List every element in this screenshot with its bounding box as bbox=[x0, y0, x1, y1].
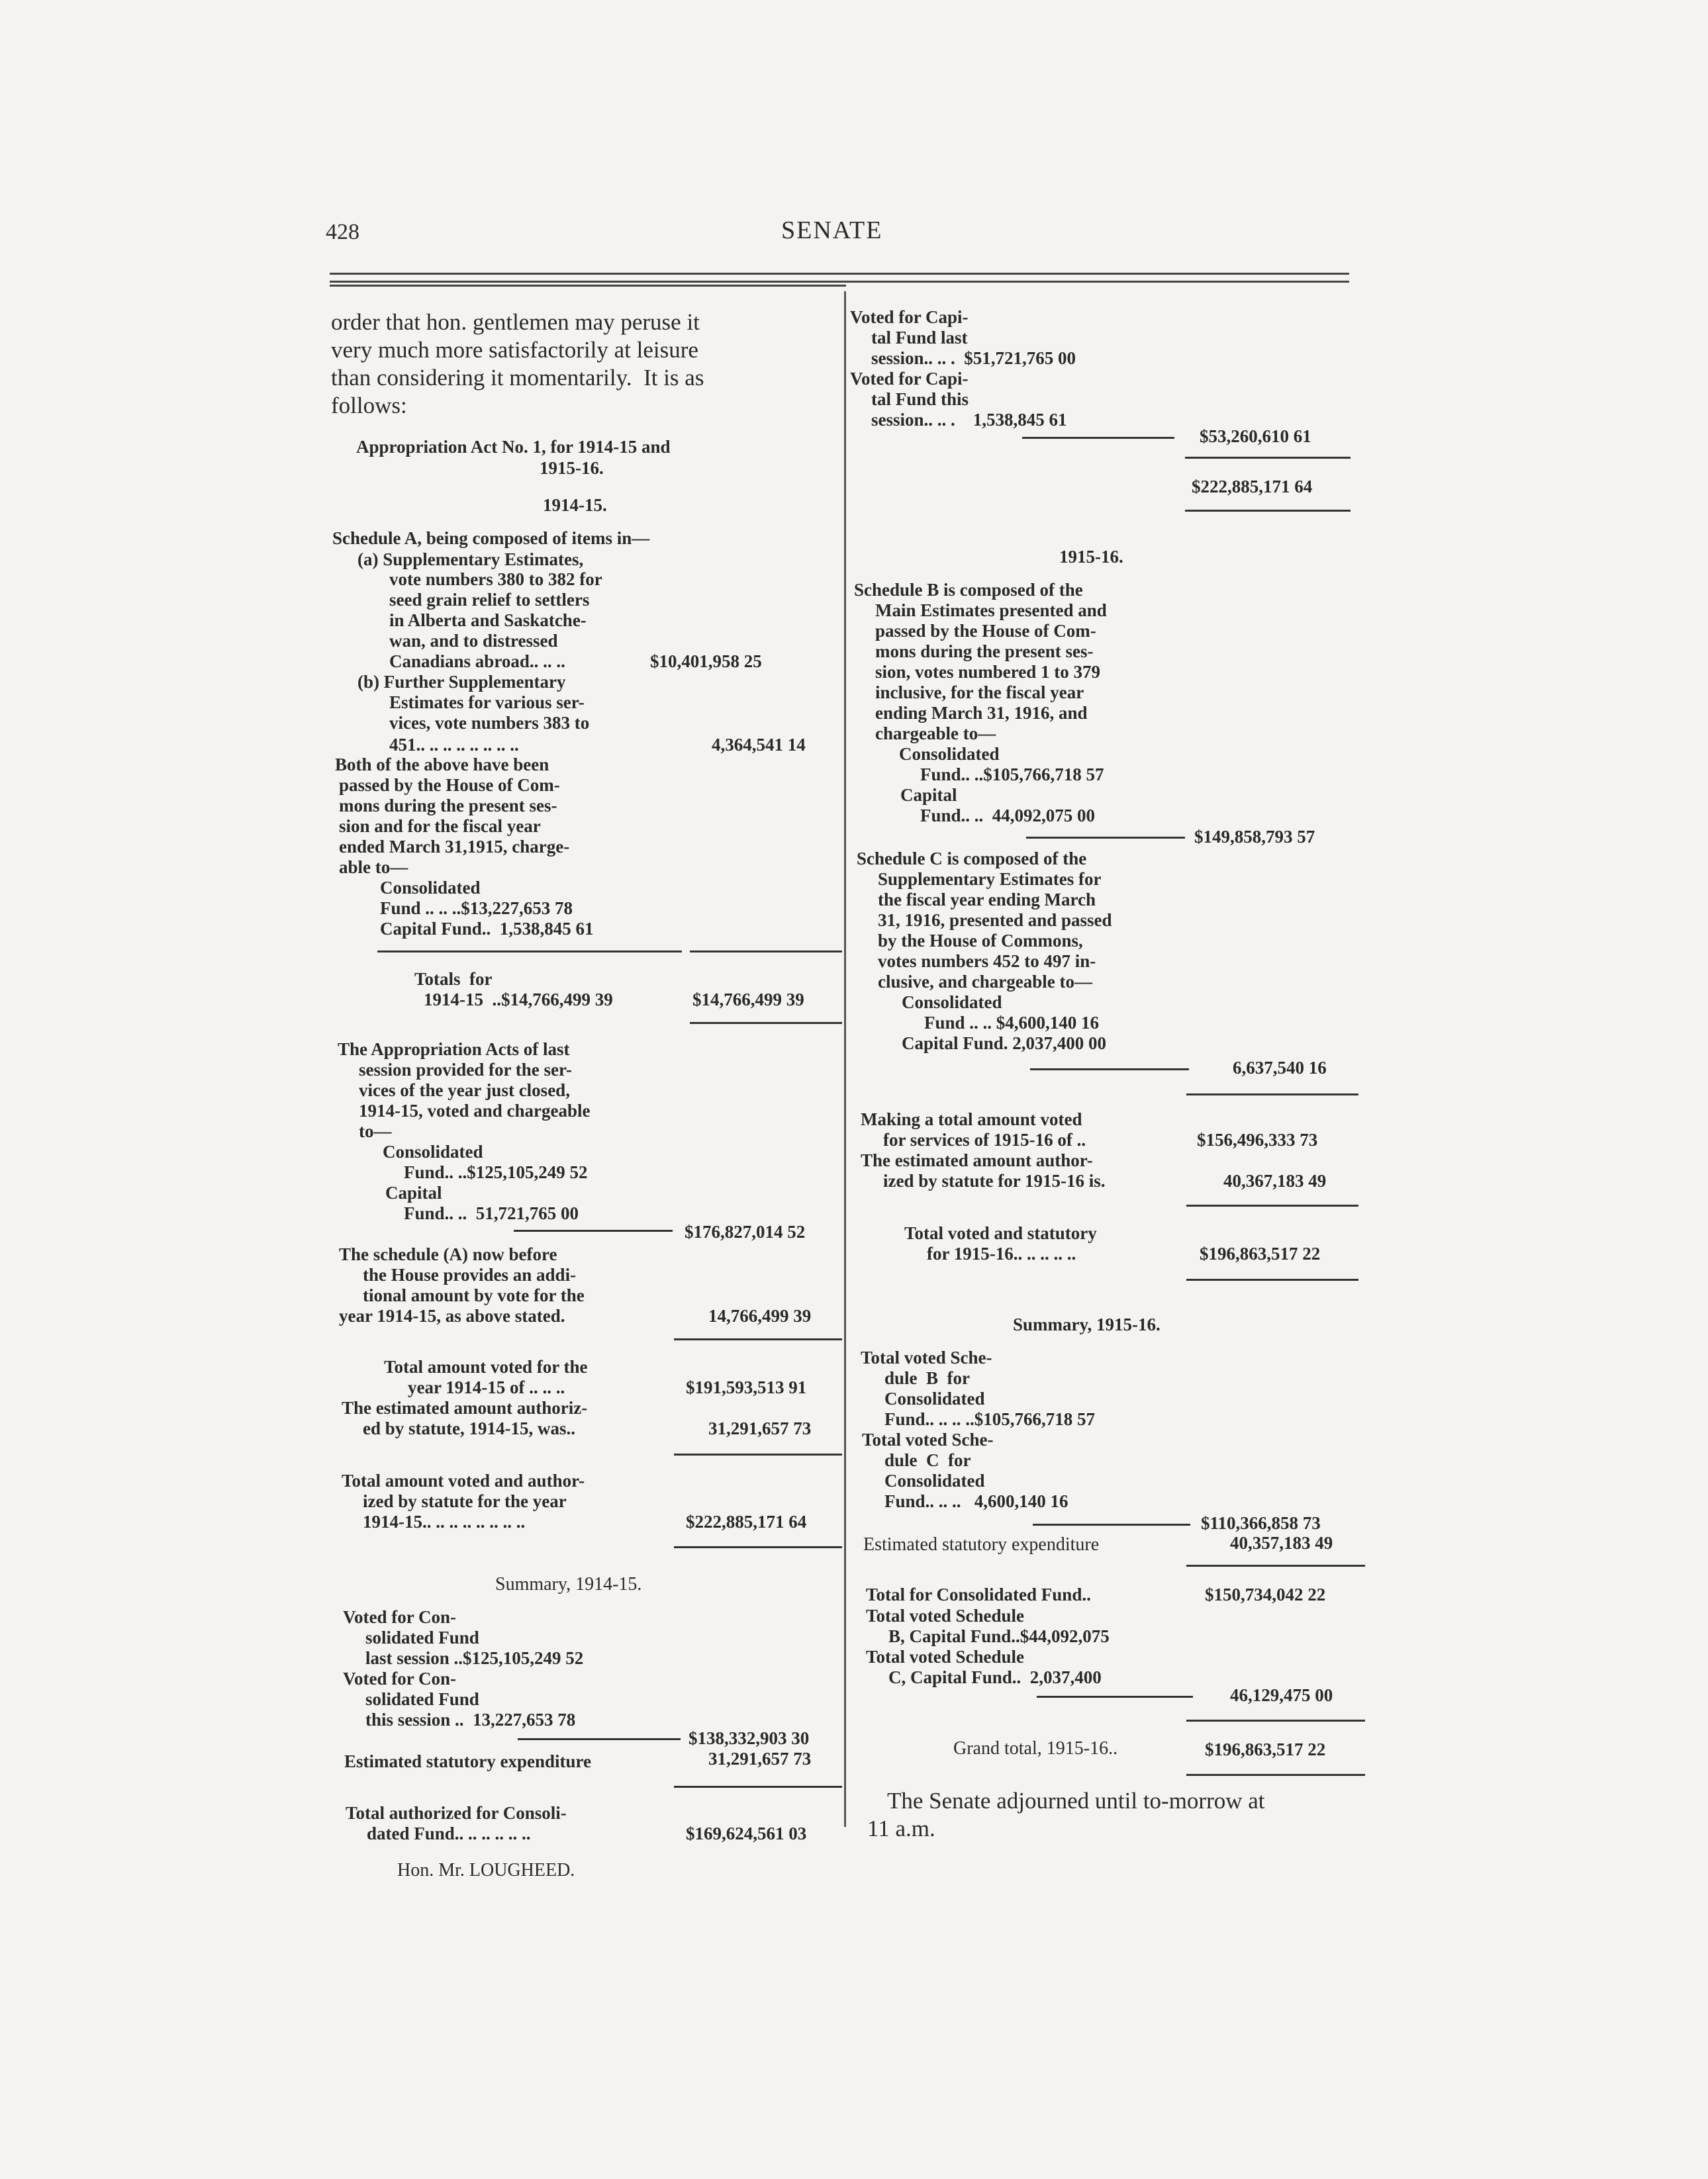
total-vs-line: Total voted and statutory bbox=[904, 1223, 1097, 1243]
schedule-c-line: Capital Fund. 2,037,400 00 bbox=[902, 1033, 1107, 1053]
summary-line: Fund.. .. .. 4,600,140 16 bbox=[884, 1491, 1068, 1511]
amount: $138,332,903 30 bbox=[688, 1728, 810, 1748]
capital-sum-line: Total voted Schedule bbox=[866, 1647, 1025, 1667]
totals-line: Totals for bbox=[414, 969, 493, 989]
approp-line: Consolidated bbox=[383, 1142, 483, 1162]
schedule-line: Fund .. .. ..$13,227,653 78 bbox=[380, 898, 573, 918]
amount: 31,291,657 73 bbox=[708, 1749, 812, 1769]
sum-rule bbox=[1185, 457, 1351, 459]
amount: $176,827,014 52 bbox=[685, 1222, 806, 1242]
approp-line: to— bbox=[359, 1121, 392, 1141]
schedule-b-line: Schedule B is composed of the bbox=[854, 580, 1083, 600]
summary-heading: Summary, 1915-16. bbox=[1013, 1315, 1161, 1334]
schedule-line: seed grain relief to settlers bbox=[389, 590, 590, 610]
summary-line: Voted for Con- bbox=[343, 1607, 457, 1627]
sum-rule bbox=[1186, 1093, 1358, 1095]
sum-rule bbox=[1186, 1720, 1365, 1722]
summary-line: solidated Fund bbox=[365, 1628, 479, 1647]
intro-line: very much more satisfactorily at leisure bbox=[331, 337, 698, 363]
summary-line: solidated Fund bbox=[365, 1689, 479, 1709]
schedule-c-line: Consolidated bbox=[902, 992, 1002, 1012]
summary-line: dule B for bbox=[884, 1368, 971, 1388]
amount: $222,885,171 64 bbox=[686, 1512, 807, 1532]
schedule-c-line: 31, 1916, presented and passed bbox=[878, 910, 1112, 930]
capital-line: tal Fund this bbox=[871, 389, 969, 409]
schedule-c-line: Fund .. .. $4,600,140 16 bbox=[924, 1013, 1100, 1033]
sched-now-line: The schedule (A) now before bbox=[339, 1244, 557, 1264]
summary-line: last session ..$125,105,249 52 bbox=[365, 1648, 584, 1668]
schedule-line: Estimates for various ser- bbox=[389, 692, 585, 712]
sum-rule bbox=[1186, 1205, 1358, 1207]
amount: $53,260,610 61 bbox=[1200, 426, 1311, 446]
schedule-b-line: chargeable to— bbox=[875, 723, 996, 743]
amount: 14,766,499 39 bbox=[708, 1306, 812, 1326]
amount: $196,863,517 22 bbox=[1200, 1244, 1321, 1264]
amount: 46,129,475 00 bbox=[1230, 1685, 1333, 1705]
schedule-c-line: Supplementary Estimates for bbox=[878, 869, 1102, 889]
schedule-line: Capital Fund.. 1,538,845 61 bbox=[380, 919, 594, 939]
amount: $10,401,958 25 bbox=[650, 651, 762, 671]
summary-line: Voted for Con- bbox=[343, 1669, 457, 1689]
sum-rule bbox=[674, 1546, 842, 1548]
sum-rule bbox=[1037, 1696, 1193, 1698]
schedule-line: ended March 31,1915, charge- bbox=[339, 837, 570, 857]
schedule-line: (a) Supplementary Estimates, bbox=[357, 549, 584, 569]
schedule-line: Both of the above have been bbox=[335, 755, 549, 774]
making-line: for services of 1915-16 of .. bbox=[883, 1130, 1086, 1150]
capital-line: tal Fund last bbox=[871, 328, 968, 348]
voted-auth-line: ized by statute for the year bbox=[363, 1491, 567, 1511]
schedule-line: sion and for the fiscal year bbox=[339, 816, 541, 836]
voted-auth-line: Total amount voted and author- bbox=[342, 1471, 585, 1491]
schedule-b-line: inclusive, for the fiscal year bbox=[875, 682, 1084, 702]
section-heading: 1914-15. bbox=[543, 495, 607, 515]
voted-auth-line: 1914-15.. .. .. .. .. .. .. .. bbox=[363, 1512, 526, 1532]
schedule-b-line: Main Estimates presented and bbox=[875, 600, 1107, 620]
making-line: The estimated amount author- bbox=[861, 1150, 1093, 1170]
amount: 40,367,183 49 bbox=[1223, 1171, 1327, 1191]
sum-rule bbox=[1185, 510, 1351, 512]
amount: $191,593,513 91 bbox=[686, 1377, 807, 1397]
adjourn-line: 11 a.m. bbox=[867, 1816, 935, 1841]
capital-line: Voted for Capi- bbox=[850, 307, 969, 327]
schedule-c-line: the fiscal year ending March bbox=[878, 890, 1096, 909]
schedule-b-line: ending March 31, 1916, and bbox=[875, 703, 1088, 723]
schedule-line: Canadians abroad.. .. .. bbox=[389, 651, 565, 671]
sum-rule bbox=[1022, 437, 1174, 439]
speaker-name: Hon. Mr. LOUGHEED. bbox=[397, 1860, 575, 1880]
amount: $14,766,499 39 bbox=[692, 990, 804, 1009]
schedule-line: vices, vote numbers 383 to bbox=[389, 713, 590, 733]
summary-line: Fund.. .. .. ..$105,766,718 57 bbox=[884, 1409, 1096, 1429]
summary-line: this session .. 13,227,653 78 bbox=[365, 1710, 576, 1730]
sum-rule bbox=[690, 950, 842, 952]
schedule-b-line: Fund.. .. 44,092,075 00 bbox=[920, 806, 1096, 825]
capital-line: Voted for Capi- bbox=[850, 369, 969, 389]
approp-line: session provided for the ser- bbox=[359, 1060, 572, 1080]
summary-heading: Summary, 1914-15. bbox=[495, 1574, 642, 1595]
header-rule bbox=[330, 273, 1349, 275]
cons-total-label: Total for Consolidated Fund.. bbox=[866, 1585, 1091, 1604]
schedule-line: vote numbers 380 to 382 for bbox=[389, 569, 602, 589]
total-voted-line: Total amount voted for the bbox=[384, 1357, 588, 1377]
schedule-line: (b) Further Supplementary bbox=[357, 672, 566, 692]
total-auth-line: Total authorized for Consoli- bbox=[346, 1803, 567, 1823]
amount: $110,366,858 73 bbox=[1201, 1513, 1321, 1533]
sum-rule bbox=[518, 1738, 681, 1740]
summary-line: Total voted Sche- bbox=[861, 1348, 992, 1368]
amount: $222,885,171 64 bbox=[1192, 477, 1313, 496]
sum-rule bbox=[674, 1454, 842, 1456]
total-voted-line: The estimated amount authoriz- bbox=[342, 1398, 588, 1418]
schedule-line: wan, and to distressed bbox=[389, 631, 558, 651]
act-title: Appropriation Act No. 1, for 1914-15 and bbox=[356, 437, 671, 457]
amount: 6,637,540 16 bbox=[1233, 1058, 1327, 1078]
schedule-c-line: clusive, and chargeable to— bbox=[878, 972, 1092, 992]
schedule-b-line: mons during the present ses- bbox=[875, 641, 1094, 661]
sum-rule bbox=[1186, 1279, 1358, 1281]
amount: 31,291,657 73 bbox=[708, 1418, 812, 1438]
total-voted-line: year 1914-15 of .. .. .. bbox=[408, 1377, 565, 1397]
summary-line: Consolidated bbox=[884, 1471, 985, 1491]
amount: 40,357,183 49 bbox=[1230, 1533, 1333, 1553]
approp-line: 1914-15, voted and chargeable bbox=[359, 1101, 591, 1121]
total-vs-line: for 1915-16.. .. .. .. .. bbox=[927, 1244, 1076, 1264]
est-stat-label: Estimated statutory expenditure bbox=[344, 1751, 591, 1771]
sum-rule bbox=[1030, 1068, 1189, 1070]
schedule-b-line: passed by the House of Com- bbox=[875, 621, 1096, 641]
schedule-line: Consolidated bbox=[380, 878, 481, 898]
amount: $169,624,561 03 bbox=[686, 1824, 807, 1843]
amount: $196,863,517 22 bbox=[1205, 1739, 1326, 1759]
capital-sum-line: B, Capital Fund..$44,092,075 bbox=[888, 1626, 1110, 1646]
sum-rule bbox=[674, 1338, 842, 1340]
capital-sum-line: C, Capital Fund.. 2,037,400 bbox=[888, 1667, 1102, 1687]
intro-line: than considering it momentarily. It is as bbox=[331, 365, 704, 391]
schedule-line: in Alberta and Saskatche- bbox=[389, 610, 587, 630]
intro-line: follows: bbox=[331, 393, 407, 418]
schedule-b-line: Consolidated bbox=[899, 744, 1000, 764]
totals-line: 1914-15 ..$14,766,499 39 bbox=[424, 990, 613, 1009]
sum-rule bbox=[1026, 837, 1185, 839]
schedule-c-line: by the House of Commons, bbox=[878, 931, 1083, 950]
capital-line: session.. .. . $51,721,765 00 bbox=[871, 348, 1076, 368]
adjourn-line: The Senate adjourned until to-morrow at bbox=[887, 1788, 1265, 1814]
approp-line: Fund.. .. 51,721,765 00 bbox=[404, 1203, 579, 1223]
schedule-line: Schedule A, being composed of items in— bbox=[332, 528, 650, 548]
amount: $156,496,333 73 bbox=[1197, 1130, 1318, 1150]
making-line: ized by statute for 1915-16 is. bbox=[883, 1171, 1106, 1191]
sched-now-line: tional amount by vote for the bbox=[363, 1285, 585, 1305]
approp-line: vices of the year just closed, bbox=[359, 1080, 570, 1100]
grand-total-label: Grand total, 1915-16.. bbox=[953, 1738, 1118, 1759]
sum-rule bbox=[690, 1022, 842, 1024]
approp-line: The Appropriation Acts of last bbox=[338, 1039, 570, 1059]
approp-line: Capital bbox=[385, 1183, 442, 1203]
capital-sum-line: Total voted Schedule bbox=[866, 1606, 1025, 1626]
schedule-line: passed by the House of Com- bbox=[339, 775, 560, 795]
schedule-b-line: Capital bbox=[900, 785, 957, 805]
sum-rule bbox=[1186, 1565, 1365, 1567]
column-divider bbox=[844, 291, 846, 1827]
schedule-b-line: Fund.. ..$105,766,718 57 bbox=[920, 765, 1104, 784]
sum-rule bbox=[674, 1786, 842, 1788]
amount: $150,734,042 22 bbox=[1205, 1585, 1326, 1604]
schedule-line: able to— bbox=[339, 857, 408, 877]
sum-rule bbox=[1186, 1774, 1365, 1776]
sched-now-line: year 1914-15, as above stated. bbox=[339, 1306, 565, 1326]
summary-line: dule C for bbox=[884, 1450, 971, 1470]
approp-line: Fund.. ..$125,105,249 52 bbox=[404, 1162, 588, 1182]
est-stat-label: Estimated statutory expenditure bbox=[863, 1534, 1100, 1555]
sum-rule bbox=[377, 950, 682, 952]
summary-line: Consolidated bbox=[884, 1389, 985, 1409]
intro-line: order that hon. gentlemen may peruse it bbox=[331, 309, 700, 335]
schedule-b-line: sion, votes numbered 1 to 379 bbox=[875, 662, 1101, 682]
act-title: 1915-16. bbox=[540, 458, 604, 478]
schedule-c-line: votes numbers 452 to 497 in- bbox=[878, 951, 1096, 971]
amount: 4,364,541 14 bbox=[712, 735, 806, 755]
making-line: Making a total amount voted bbox=[861, 1109, 1082, 1129]
schedule-line: mons during the present ses- bbox=[339, 796, 557, 815]
header-rule bbox=[330, 285, 846, 287]
sum-rule bbox=[514, 1230, 673, 1232]
total-voted-line: ed by statute, 1914-15, was.. bbox=[363, 1418, 575, 1438]
summary-line: Total voted Sche- bbox=[862, 1430, 994, 1450]
page-title: SENATE bbox=[781, 216, 883, 244]
section-heading: 1915-16. bbox=[1059, 547, 1123, 567]
total-auth-line: dated Fund.. .. .. .. .. .. bbox=[367, 1824, 531, 1843]
header-rule bbox=[330, 281, 1349, 283]
capital-line: session.. .. . 1,538,845 61 bbox=[871, 410, 1067, 430]
page-number: 428 bbox=[326, 220, 359, 244]
schedule-c-line: Schedule C is composed of the bbox=[857, 849, 1087, 868]
schedule-line: 451.. .. .. .. .. .. .. .. bbox=[389, 735, 519, 755]
amount: $149,858,793 57 bbox=[1194, 827, 1315, 847]
sched-now-line: the House provides an addi- bbox=[363, 1265, 577, 1285]
sum-rule bbox=[1033, 1524, 1190, 1526]
